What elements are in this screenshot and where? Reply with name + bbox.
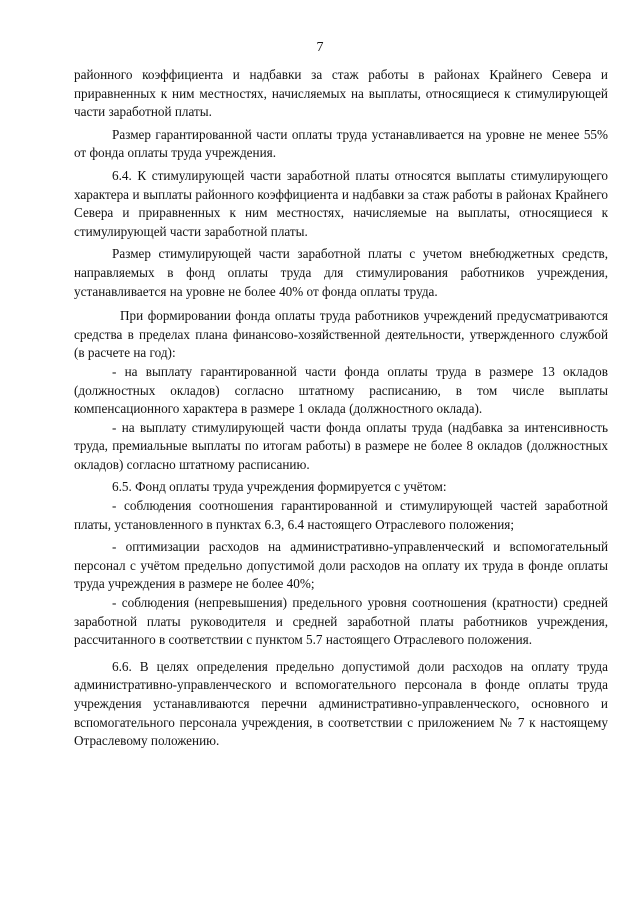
paragraph-6-4: 6.4. К стимулирующей части заработной платы относятся выплаты стимулирующего характера и выплаты районного коэффициента и надбавки за стаж работы в районах Крайнего Севера и приравненных к ним местностях, начисляемые на выплаты, относящиеся к стимулирующей части заработной платы. <box>74 167 608 239</box>
list-item-ratio-compliance: - соблюдения соотношения гарантированной и стимулирующей частей заработной платы, установленного в пунктах 6.3, 6.4 настоящего Отраслевого положения; <box>74 498 608 532</box>
paragraph-6-5: 6.5. Фонд оплаты труда учреждения формируется с учётом: <box>112 479 447 495</box>
list-item-salary-ratio: - соблюдения (непревышения) предельного уровня соотношения (кратности) средней заработной платы руководителя и средней заработной платы работников учреждения, рассчитанного в соответствии с пунктом 5.7 настоящего Отраслевого положения. <box>74 595 608 648</box>
list-item-guaranteed-payment: - на выплату гарантированной части фонда оплаты труда в размере 13 окладов (должностных окладов) согласно штатному расписанию, в том числе выплаты компенсационного характера в размере 1 оклада (должностного оклада). <box>74 363 608 417</box>
paragraph-6-6: 6.6. В целях определения предельно допустимой доли расходов на оплату труда административно-управленческого и вспомогательного персонала в фонде оплаты труда учреждения устанавливаются перечни административно-управленческого, основного и вспомогательного персонала учреждения, в соответствии с приложением № 7 к настоящему Отраслевому положению. <box>74 658 608 749</box>
paragraph-continuation: районного коэффициента и надбавки за стаж работы в районах Крайнего Севера и приравненных к ним местностях, начисляемых на выплаты, относящиеся к стимулирующей части заработной платы. <box>74 67 608 120</box>
paragraph-stimulating-part-size: Размер стимулирующей части заработной платы с учетом внебюджетных средств, направляемых в фонд оплаты труда для стимулирования работников учреждения, устанавливается на уровне не более 40% от фонда оплаты труда. <box>74 246 608 299</box>
document-body <box>74 66 608 751</box>
paragraph-guaranteed-part-size: Размер гарантированной части оплаты труда устанавливается на уровне не менее 55% от фонда оплаты труда учреждения. <box>74 126 608 161</box>
paragraph-fund-formation: При формировании фонда оплаты труда работников учреждений предусматриваются средства в пределах плана финансово-хозяйственной деятельности, утвержденного службой (в расчете на год): <box>74 308 608 361</box>
list-item-cost-optimization: - оптимизации расходов на административно-управленческий и вспомогательный персонал с учётом предельно допустимой доли расходов на оплату их труда в фонде оплаты труда учреждения в размере не более 40%; <box>74 539 608 592</box>
list-item-stimulating-payment: - на выплату стимулирующей части фонда оплаты труда (надбавка за интенсивность труда, премиальные выплаты по итогам работы) в размере не более 8 окладов (должностных окладов) согласно штатному расписанию. <box>74 419 608 472</box>
page-number: 7 <box>316 40 324 55</box>
